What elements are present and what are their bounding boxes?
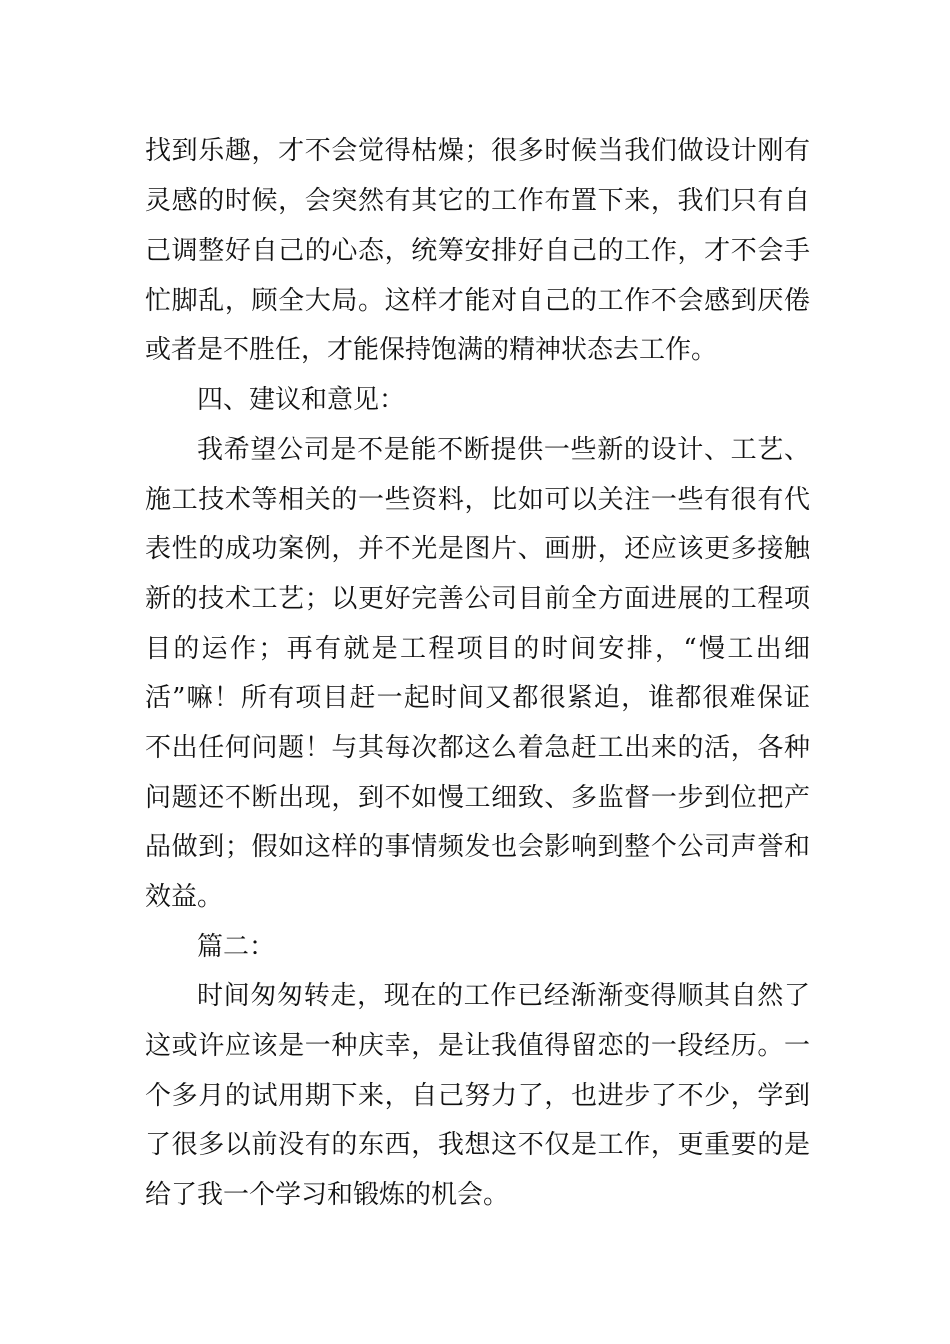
text-line-12: 活”嘛！所有项目赶一起时间又都很紧迫，谁都很难保证 bbox=[145, 683, 810, 713]
text-line-21: 了很多以前没有的东西，我想这不仅是工作，更重要的是 bbox=[145, 1130, 810, 1160]
text-line-4: 忙脚乱，顾全大局。这样才能对自己的工作不会感到厌倦 bbox=[145, 286, 810, 316]
text-line-14: 问题还不断出现，到不如慢工细致、多监督一步到位把产 bbox=[145, 783, 810, 813]
text-line-22: 给了我一个学习和锻炼的机会。 bbox=[145, 1180, 510, 1210]
text-line-18: 时间匆匆转走，现在的工作已经渐渐变得顺其自然了 bbox=[197, 981, 810, 1011]
text-line-1: 找到乐趣，才不会觉得枯燥；很多时候当我们做设计刚有 bbox=[145, 136, 810, 166]
text-line-10: 新的技术工艺；以更好完善公司目前全方面进展的工程项 bbox=[145, 584, 810, 614]
text-line-7: 我希望公司是不是能不断提供一些新的设计、工艺、 bbox=[197, 435, 810, 465]
text-line-19: 这或许应该是一种庆幸，是让我值得留恋的一段经历。一 bbox=[145, 1031, 810, 1061]
section-heading-part-two: 篇二： bbox=[197, 932, 276, 962]
text-line-15: 品做到；假如这样的事情频发也会影响到整个公司声誉和 bbox=[145, 832, 810, 862]
text-line-9: 表性的成功案例，并不光是图片、画册，还应该更多接触 bbox=[145, 534, 810, 564]
text-line-11: 目的运作；再有就是工程项目的时间安排，“慢工出细 bbox=[145, 634, 810, 664]
text-line-13: 不出任何问题！与其每次都这么着急赶工出来的活，各种 bbox=[145, 733, 810, 763]
text-line-3: 己调整好自己的心态，统筹安排好自己的工作，才不会手 bbox=[145, 236, 810, 266]
text-line-20: 个多月的试用期下来，自己努力了，也进步了不少，学到 bbox=[145, 1081, 810, 1111]
text-line-16: 效益。 bbox=[145, 882, 224, 912]
text-line-5: 或者是不胜任，才能保持饱满的精神状态去工作。 bbox=[145, 335, 718, 365]
text-line-8: 施工技术等相关的一些资料，比如可以关注一些有很有代 bbox=[145, 485, 810, 515]
text-line-2: 灵感的时候，会突然有其它的工作布置下来，我们只有自 bbox=[145, 186, 810, 216]
section-heading-suggestions: 四、建议和意见： bbox=[197, 385, 406, 415]
